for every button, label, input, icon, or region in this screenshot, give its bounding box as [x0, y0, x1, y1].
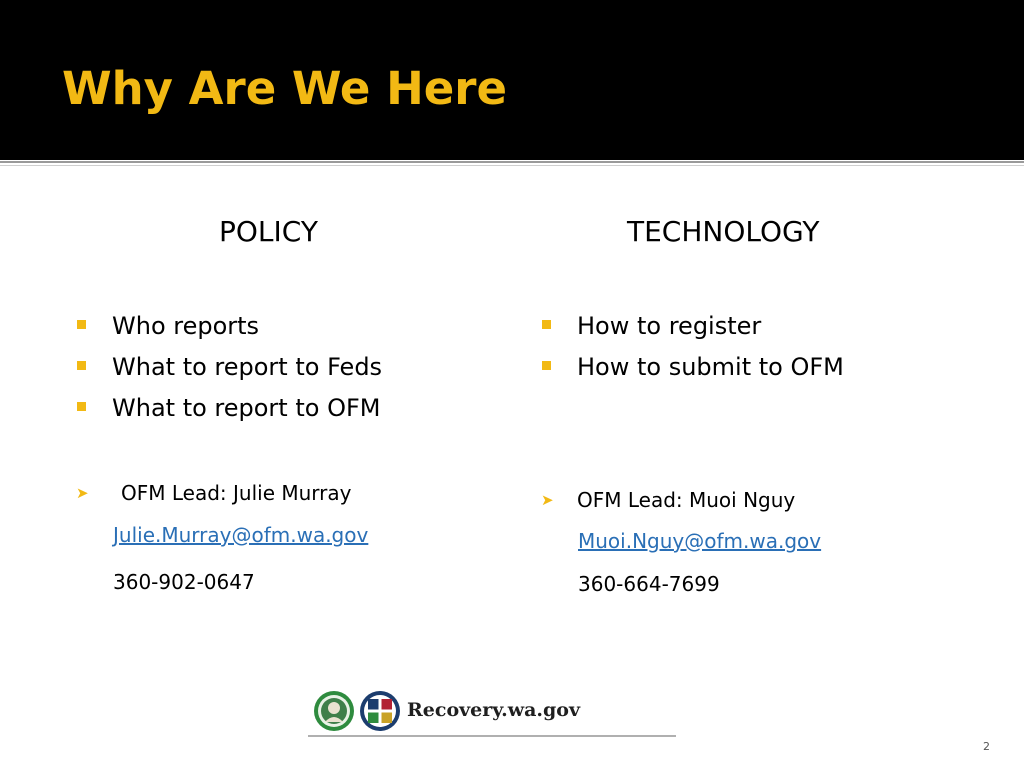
slide-title: Why Are We Here	[62, 62, 507, 115]
technology-lead-phone: 360-664-7699	[578, 572, 720, 596]
bullet-text: Who reports	[112, 312, 260, 340]
technology-lead-label: OFM Lead: Muoi Nguy	[577, 488, 796, 512]
square-bullet-icon	[77, 320, 86, 329]
recovery-gov-seal-icon	[359, 690, 401, 732]
square-bullet-icon	[77, 361, 86, 370]
list-item	[76, 388, 382, 429]
recovery-brand-text: Recovery.wa.gov	[407, 699, 581, 721]
technology-bullet-list	[541, 306, 844, 388]
arrow-bullet-icon: ➤	[76, 484, 89, 502]
policy-bullet-list	[76, 306, 382, 429]
technology-heading: TECHNOLOGY	[627, 215, 820, 248]
arrow-bullet-icon: ➤	[541, 491, 554, 509]
technology-lead-email-link[interactable]: Muoi.Nguy@ofm.wa.gov	[578, 529, 822, 553]
bullet-text: What to report to OFM	[112, 394, 381, 422]
square-bullet-icon	[542, 361, 551, 370]
footer-divider	[308, 735, 676, 737]
title-divider	[0, 161, 1024, 163]
page-number: 2	[983, 740, 990, 753]
policy-heading: POLICY	[219, 215, 318, 248]
title-divider-thin	[0, 165, 1024, 166]
bullet-text: How to register	[577, 312, 762, 340]
washington-state-seal-icon	[313, 690, 355, 732]
policy-lead-label: OFM Lead: Julie Murray	[121, 481, 352, 505]
list-item	[76, 306, 382, 347]
square-bullet-icon	[77, 402, 86, 411]
bullet-text: How to submit to OFM	[577, 353, 844, 381]
recovery-logo	[313, 690, 673, 734]
list-item	[541, 347, 844, 388]
list-item	[76, 347, 382, 388]
bullet-text: What to report to Feds	[112, 353, 383, 381]
list-item	[541, 306, 844, 347]
policy-lead-email-link[interactable]: Julie.Murray@ofm.wa.gov	[113, 523, 369, 547]
square-bullet-icon	[542, 320, 551, 329]
policy-lead-phone: 360-902-0647	[113, 570, 255, 594]
